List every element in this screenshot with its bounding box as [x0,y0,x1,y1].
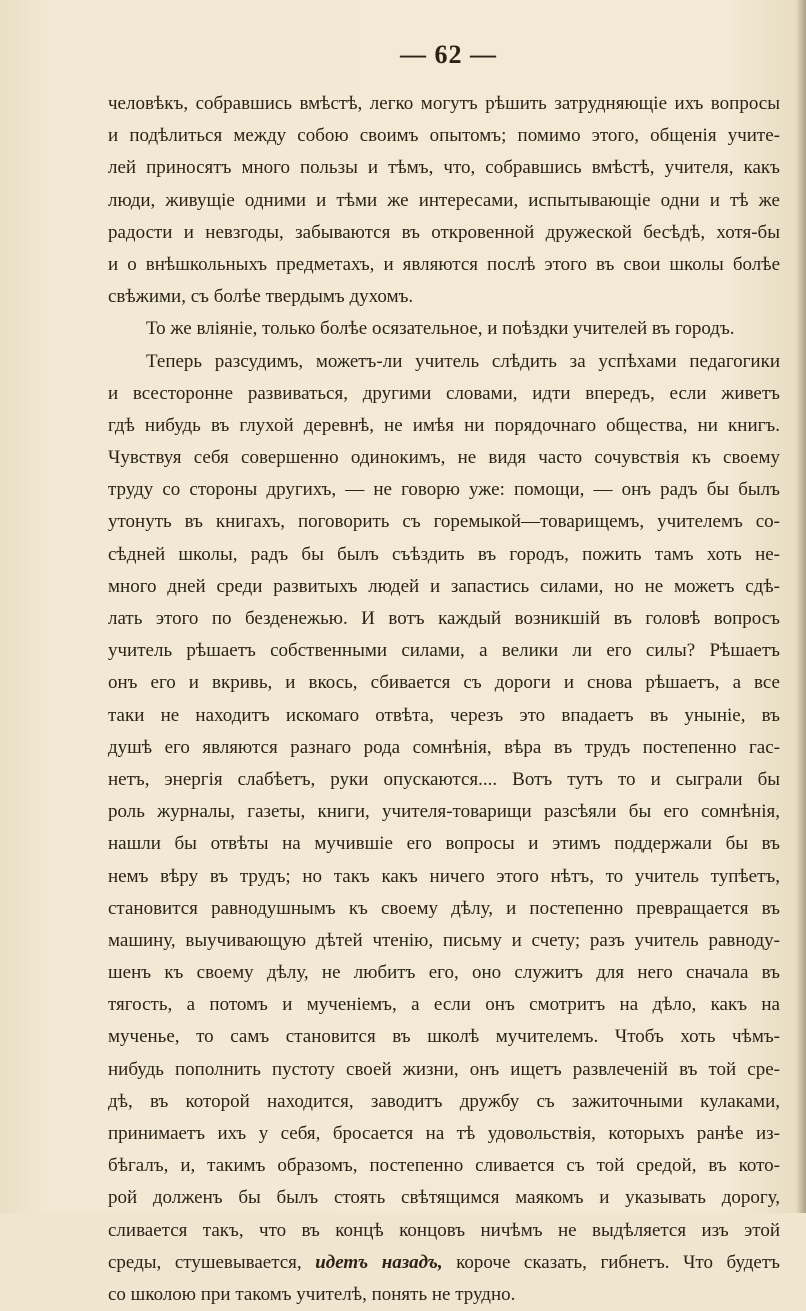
text-line: тягость, а потомъ и мученіемъ, а если онъ смотритъ на дѣло, какъ на [108,989,780,1021]
text-line: роль журналы, газеты, книги, учителя-товарищи разсѣяли бы его сомнѣнія, [108,796,780,828]
text-line: рой долженъ бы былъ стоять свѣтящимся маякомъ и указывать дорогу, [108,1182,780,1214]
text-line: гдѣ нибудь въ глухой деревнѣ, не имѣя ни порядочнаго общества, ни книгъ. [108,410,780,442]
text-line: немъ вѣру въ трудъ; но такъ какъ ничего этого нѣтъ, то учитель тупѣетъ, [108,861,780,893]
text-line: становится равнодушнымъ къ своему дѣлу, и постепенно превращается въ [108,893,780,925]
paragraph [108,313,780,345]
text-line: душѣ его являются разнаго рода сомнѣнія, вѣра въ трудъ постепенно гас- [108,732,780,764]
text-line: мученье, то самъ становится въ школѣ мучителемъ. Чтобъ хоть чѣмъ- [108,1021,780,1053]
text-segment: короче сказать, гибнетъ. Что будетъ [443,1252,780,1273]
text-line-with-emphasis [108,1247,780,1279]
text-line: онъ его и вкривь, и вкось, сбивается съ дороги и снова рѣшаетъ, а все [108,667,780,699]
text-line: свѣжими, съ болѣе твердымъ духомъ. [108,281,780,313]
text-line: нашли бы отвѣты на мучившіе его вопросы и этимъ поддержали бы въ [108,828,780,860]
text-line: и всесторонне развиваться, другими словами, идти впередъ, если живетъ [108,378,780,410]
text-line: дѣ, въ которой находится, заводитъ дружбу съ зажиточными кулаками, [108,1086,780,1118]
emphasized-phrase: идетъ назадъ, [315,1252,442,1273]
text-line: человѣкъ, собравшись вмѣстѣ, легко могутъ рѣшить затрудняющіе ихъ вопросы [108,88,780,120]
body-text [108,88,780,1311]
page-number: — 62 — [400,40,497,70]
text-line: лать этого по безденежью. И вотъ каждый возникшій въ головѣ вопросъ [108,603,780,635]
text-line: сливается такъ, что въ концѣ концовъ ничѣмъ не выдѣляется изъ этой [108,1215,780,1247]
text-line: Чувствуя себя совершенно одинокимъ, не видя часто сочувствія къ своему [108,442,780,474]
text-line: радости и невзгоды, забываются въ откровенной дружеской бесѣдѣ, хотя-бы [108,217,780,249]
text-line: принимаетъ ихъ у себя, бросается на тѣ удовольствія, которыхъ ранѣе из- [108,1118,780,1150]
page-edge-shadow [796,0,806,1213]
text-line: сѣдней школы, радъ бы былъ съѣздить въ городъ, пожить тамъ хоть не- [108,539,780,571]
text-line: машину, выучивающую дѣтей чтенію, письму и счету; разъ учитель равноду- [108,925,780,957]
text-line: и подѣлиться между собою своимъ опытомъ; помимо этого, общенія учите- [108,120,780,152]
text-line: Теперь разсудимъ, можетъ-ли учитель слѣдить за успѣхами педагогики [108,346,780,378]
paragraph [108,346,780,1311]
text-line: нетъ, энергія слабѣетъ, руки опускаются.... Вотъ тутъ то и сыграли бы [108,764,780,796]
text-line: труду со стороны другихъ, — не говорю уже: помощи, — онъ радъ бы былъ [108,474,780,506]
text-line: То же вліяніе, только болѣе осязательное, и поѣздки учителей въ городъ. [108,313,780,345]
text-line: и о внѣшкольныхъ предметахъ, и являются послѣ этого въ свои школы болѣе [108,249,780,281]
text-line: утонуть въ книгахъ, поговорить съ горемыкой—товарищемъ, учителемъ со- [108,506,780,538]
text-line: бѣгалъ, и, такимъ образомъ, постепенно сливается съ той средой, въ кото- [108,1150,780,1182]
text-line: много дней среди развитыхъ людей и запастись силами, но не можетъ сдѣ- [108,571,780,603]
text-line: нибудь пополнить пустоту своей жизни, онъ ищетъ развлеченій въ той сре- [108,1054,780,1086]
text-line: со школою при такомъ учителѣ, понять не трудно. [108,1279,780,1311]
text-line: учитель рѣшаетъ собственными силами, а велики ли его силы? Рѣшаетъ [108,635,780,667]
text-line: таки не находитъ искомаго отвѣта, черезъ это впадаетъ въ уныніе, въ [108,700,780,732]
paragraph [108,88,780,313]
text-line: лей приносятъ много пользы и тѣмъ, что, собравшись вмѣстѣ, учителя, какъ [108,152,780,184]
text-line: шенъ къ своему дѣлу, не любитъ его, оно служитъ для него сначала въ [108,957,780,989]
text-line: люди, живущіе одними и тѣми же интересами, испытывающіе одни и тѣ же [108,185,780,217]
text-segment: среды, стушевывается, [108,1252,315,1273]
